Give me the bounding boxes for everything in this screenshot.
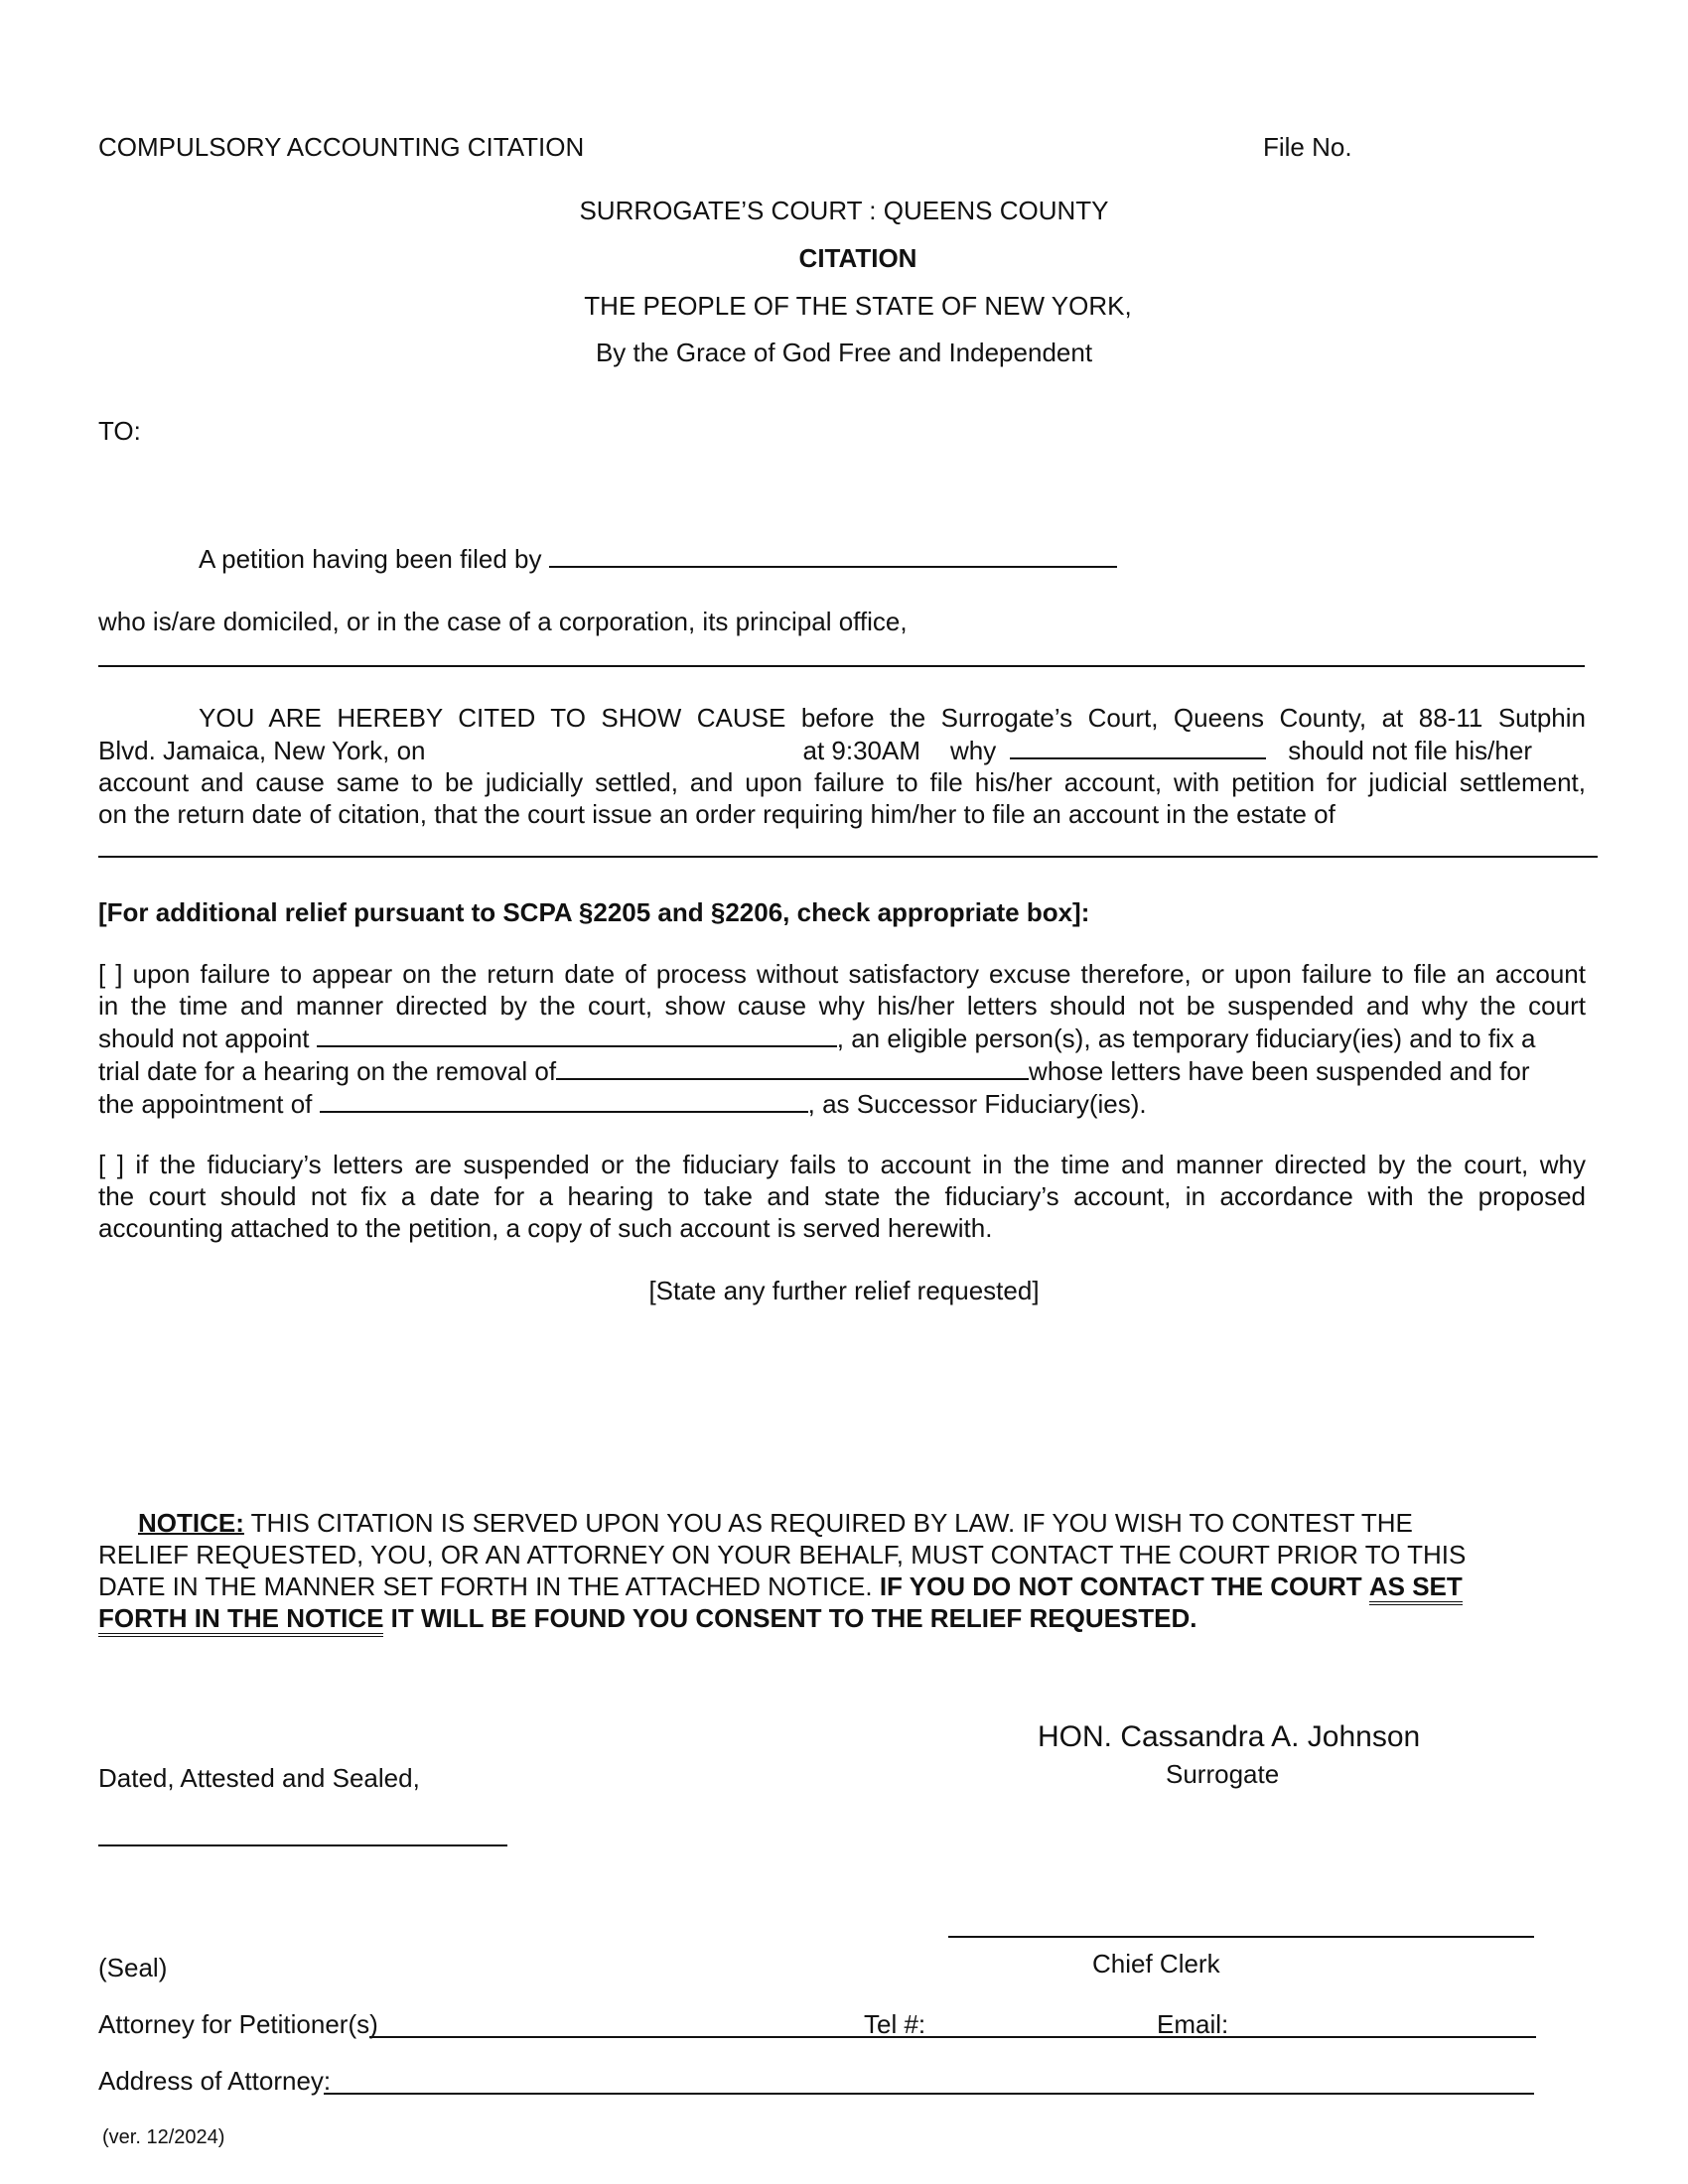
domicile-address-blank[interactable] [98,665,1585,667]
notice-text-1: THIS CITATION IS SERVED UPON YOU AS REQUIRED BY LAW. IF YOU WISH TO CONTEST THE [250,1508,1413,1538]
notice-label: NOTICE: [138,1508,244,1538]
document-title: CITATION [798,243,917,273]
option-2-line-3: accounting attached to the petition, a copy of such account is served herewith. [98,1213,993,1243]
seal-label: (Seal) [98,1953,168,1982]
grace-line: By the Grace of God Free and Independent [595,338,1093,367]
option-1-line-4 [98,1054,1586,1087]
option-1-line-1: [ ] upon failure to appear on the return date of process without satisfactory excuse therefore, or upon failure to file an account [98,959,1586,989]
judge-title: Surrogate [1166,1759,1280,1789]
option-1-suspended-text: whose letters have been suspended and for [1029,1056,1530,1086]
show-cause-date-label: Blvd. Jamaica, New York, on [98,736,426,765]
petitioner-name-blank[interactable] [549,542,1117,568]
notice-forth: FORTH IN THE NOTICE [98,1603,383,1637]
notice-text-3: DATE IN THE MANNER SET FORTH IN THE ATTACHED NOTICE. [98,1571,873,1601]
people-line: THE PEOPLE OF THE STATE OF NEW YORK, [584,291,1132,321]
further-relief: [State any further relief requested] [648,1276,1040,1305]
email-label: Email: [1157,2009,1229,2039]
attorney-name-blank[interactable] [369,2036,1536,2038]
notice-bold-3: IF YOU DO NOT CONTACT THE COURT [879,1571,1362,1601]
show-cause-time: at 9:30AM [802,736,921,765]
show-cause-paragraph [98,702,1586,830]
notice-paragraph [98,1507,1588,1634]
option-1-line-3 [98,1022,1586,1054]
show-cause-line-2 [98,734,1586,766]
judge-name: HON. Cassandra A. Johnson [1038,1720,1421,1753]
option-2-line-2: the court should not fix a date for a hearing to take and state the fiduciary’s account, in accordance with the proposed [98,1181,1586,1211]
petition-filed-by [199,542,1117,575]
attorney-address-label: Address of Attorney: [98,2066,332,2096]
show-cause-why: why [950,736,997,765]
option-1-successor-text: , as Successor Fiduciary(ies). [807,1089,1147,1119]
successor-fiduciary-blank[interactable] [320,1087,808,1113]
notice-consent: IT WILL BE FOUND YOU CONSENT TO THE RELIEF REQUESTED. [390,1603,1197,1633]
chief-clerk-label: Chief Clerk [1092,1949,1220,1979]
file-no-label: File No. [1263,132,1352,162]
date-signature-blank[interactable] [98,1844,507,1846]
option-1-line-2: in the time and manner directed by the court, show cause why his/her letters should not be suspended and why the court [98,991,1586,1021]
notice-line-4 [98,1602,1588,1634]
tel-label: Tel #: [864,2009,926,2039]
notice-line-3 [98,1570,1588,1602]
option-1-removal-label: trial date for a hearing on the removal of [98,1056,557,1086]
notice-line-1 [98,1507,1588,1539]
relief-option-2 [98,1149,1586,1244]
version-label: (ver. 12/2024) [102,2126,225,2148]
petition-filed-by-label: A petition having been filed by [199,544,542,574]
chief-clerk-signature-line[interactable] [948,1936,1534,1938]
relief-option-1 [98,958,1586,1120]
court-name: SURROGATE’S COURT : QUEENS COUNTY [579,196,1109,225]
attorney-address-blank[interactable] [324,2093,1534,2095]
to-label: TO: [98,416,141,446]
show-cause-line-3: account and cause same to be judicially settled, and upon failure to file his/her account, with petition for judicial settlement, [98,767,1586,797]
relief-heading: [For additional relief pursuant to SCPA §2205 and §2206, check appropriate box]: [98,897,1090,927]
notice-line-2: RELIEF REQUESTED, YOU, OR AN ATTORNEY ON YOUR BEHALF, MUST CONTACT THE COURT PRIOR TO THIS [98,1540,1467,1570]
show-cause-file-account: should not file his/her [1288,736,1532,765]
show-cause-line-4: on the return date of citation, that the court issue an order requiring him/her to file an account in the estate of [98,799,1336,829]
option-1-line-5 [98,1087,1586,1120]
attorney-label: Attorney for Petitioner(s) [98,2009,378,2039]
show-cause-line-1: YOU ARE HEREBY CITED TO SHOW CAUSE before the Surrogate’s Court, Queens County, at 88-11 Sutphin [199,703,1586,733]
option-1-eligible-text: , an eligible person(s), as temporary fiduciary(ies) and to fix a [836,1024,1536,1053]
removal-fiduciary-blank[interactable] [556,1054,1029,1080]
form-title: COMPULSORY ACCOUNTING CITATION [98,132,585,162]
estate-name-blank[interactable] [98,856,1598,858]
dated-attested-sealed: Dated, Attested and Sealed, [98,1763,420,1793]
fiduciary-name-blank[interactable] [1010,734,1266,759]
notice-as-set: AS SET [1369,1571,1463,1605]
domicile-line: who is/are domiciled, or in the case of a corporation, its principal office, [98,607,908,636]
option-1-appoint-label: should not appoint [98,1024,310,1053]
option-2-line-1: [ ] if the fiduciary’s letters are suspended or the fiduciary fails to account in the time and manner directed by the court, why [98,1150,1586,1179]
temporary-fiduciary-blank[interactable] [317,1022,837,1047]
option-1-appointment-label: the appointment of [98,1089,313,1119]
